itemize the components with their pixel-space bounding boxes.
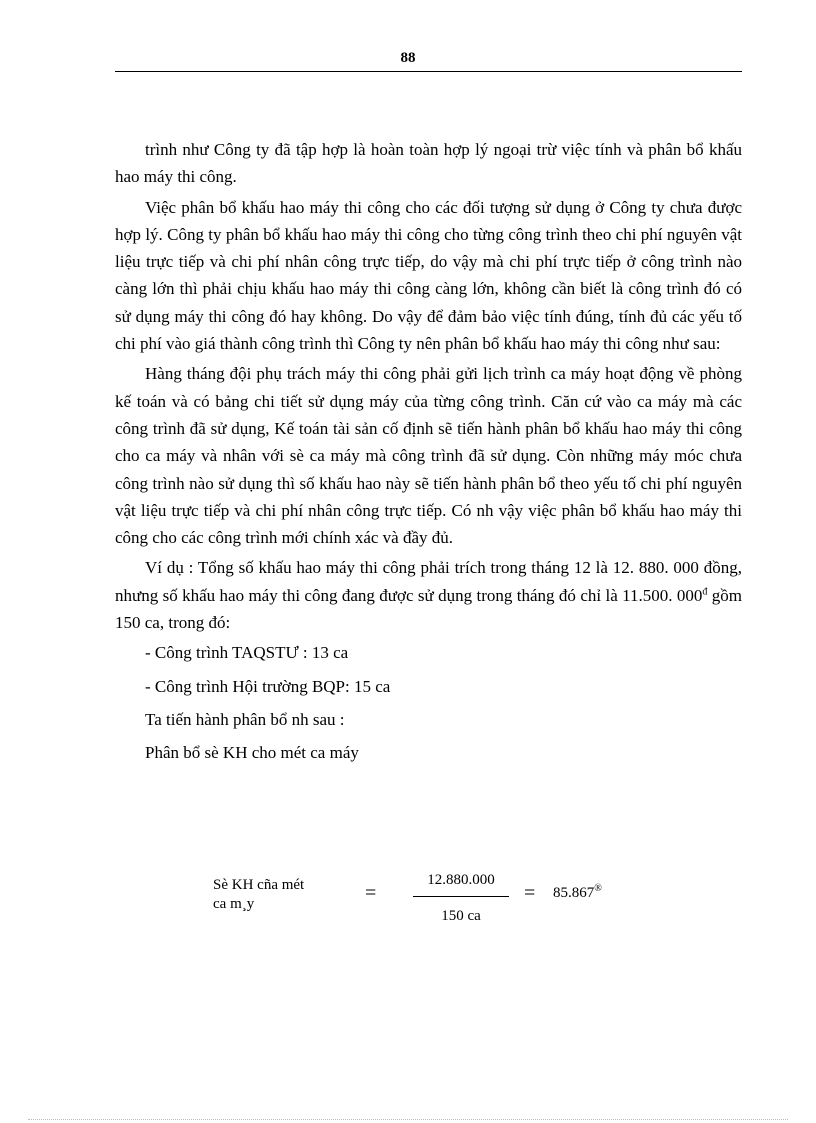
list-item-bqp: - Công trình Hội trường BQP: 15 ca [145, 676, 391, 696]
formula-label-line-1: Sè KH cña mét [213, 877, 305, 893]
paragraph-1: trình như Công ty đã tập hợp là hoàn toàn hợp lý ngoại trừ việc tính và phân bổ khấu hao máy thi công. [115, 140, 742, 187]
formula-equals-2: = [524, 882, 536, 904]
document-body [115, 136, 742, 773]
paragraph-2: Việc phân bổ khấu hao máy thi công cho các đối tượng sử dụng ở Công ty chưa được hợp lý. Công ty phân bổ khấu hao máy thi công cho từng công trình theo chi phí nguyên vật liệu trực tiếp và chi phí nhân công trực tiếp, do vậy mà chi phí trực tiếp ở công trình nào càng lớn thì phải chịu khấu hao máy thi công càng lớn, không cần biết là công trình đó có sử dụng máy thi công đó hay không. Do vậy để đảm bảo việc tính đúng, tính đủ các yếu tố chi phí vào giá thành công trình thì Công ty nên phân bổ khấu hao máy thi công như sau: [115, 197, 742, 354]
example-text-tail: gồm 150 ca, trong đó: [115, 585, 742, 633]
list-item-taqstu: - Công trình TAQSTƯ : 13 ca [145, 643, 349, 663]
footer-rule [28, 1119, 788, 1120]
example-text: Ví dụ : Tổng số khấu hao máy thi công phải trích trong tháng 12 là 12. 880. 000 đồng, nhưng số khấu hao máy thi công đang được sử dụng trong tháng đó chỉ là 11.500. 000 [115, 558, 742, 605]
paragraph-4 [115, 554, 742, 636]
fraction-bar [413, 896, 509, 897]
formula-result-superscript: ® [594, 883, 602, 894]
formula-result-value: 85.867 [553, 885, 595, 901]
formula-label-line-2: ca m¸y [213, 896, 255, 912]
currency-superscript: đ [702, 586, 708, 598]
allocation-heading: Phân bổ sè KH cho mét ca máy [145, 743, 359, 763]
paragraph-3: Hàng tháng đội phụ trách máy thi công phải gửi lịch trình ca máy hoạt động về phòng kế toán và có bảng chi tiết sử dụng máy của từng công trình. Căn cứ vào ca máy mà các công trình đã sử dụng, Kế toán tài sản cố định sẽ tiến hành phân bổ khấu hao máy thi công cho ca máy và nhân với sè ca máy mà công trình đã sử dụng. Còn những máy móc chưa công trình nào sử dụng thì số khấu hao này sẽ tiến hành phân bổ theo yếu tố chi phí nguyên vật liệu trực tiếp và chi phí nhân công trực tiếp. Có nh vậy việc phân bổ khấu hao máy thi công cho các công trình mới chính xác và đầy đủ. [115, 364, 742, 548]
allocation-intro: Ta tiến hành phân bổ nh sau : [145, 709, 345, 729]
formula-equals-1: = [365, 882, 377, 904]
allocation-formula [0, 872, 816, 932]
formula-denominator: 150 ca [441, 908, 481, 924]
formula-numerator: 12.880.000 [427, 872, 495, 888]
formula-result [553, 885, 602, 902]
header-rule [115, 71, 742, 72]
page-number: 88 [400, 50, 416, 66]
formula-label [213, 876, 343, 914]
